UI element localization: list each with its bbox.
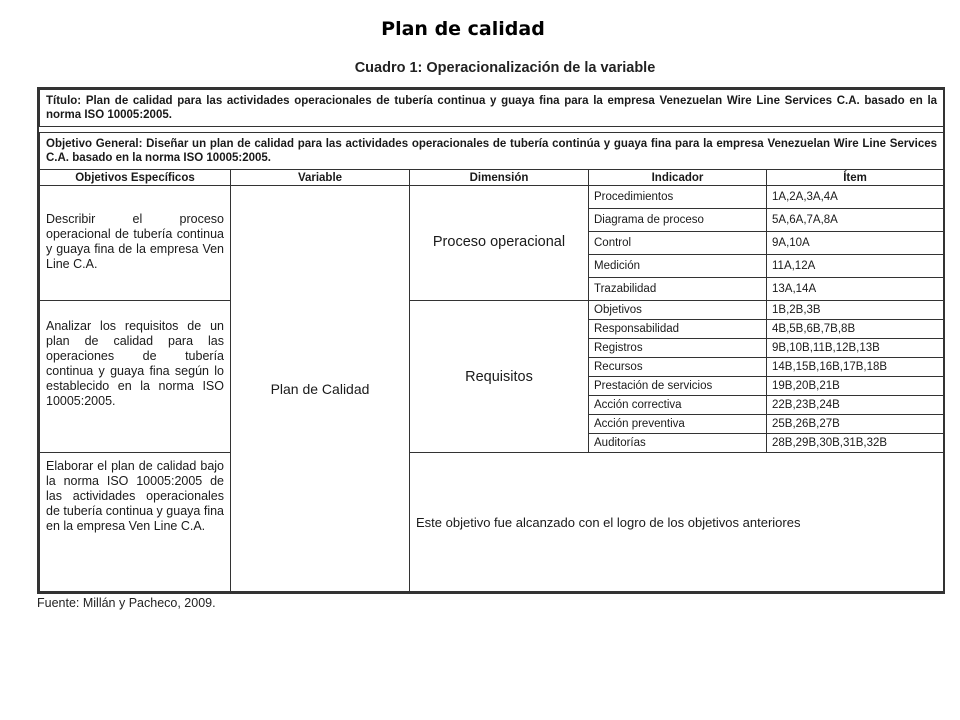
item-cell: 11A,12A (767, 255, 944, 278)
indicator-cell: Prestación de servicios (589, 377, 767, 396)
indicator-cell: Acción preventiva (589, 415, 767, 434)
item-cell: 9A,10A (767, 232, 944, 255)
indicator-cell: Registros (589, 339, 767, 358)
indicator-cell: Responsabilidad (589, 320, 767, 339)
header-row (40, 170, 944, 186)
header-objectives: Objetivos Específicos (40, 170, 231, 186)
item-cell: 14B,15B,16B,17B,18B (767, 358, 944, 377)
indicator-cell: Control (589, 232, 767, 255)
dimension-proceso-operacional: Proceso operacional (410, 186, 589, 301)
header-variable: Variable (231, 170, 410, 186)
indicator-cell: Objetivos (589, 301, 767, 320)
indicator-cell: Trazabilidad (589, 278, 767, 301)
specific-objective-2: Analizar los requisitos de un plan de calidad para las operaciones de tubería continua y guaya fina según lo establecido en la norma ISO 10005:2005. (40, 301, 231, 453)
dimension-requisitos: Requisitos (410, 301, 589, 453)
indicator-cell: Medición (589, 255, 767, 278)
operationalization-table (37, 87, 945, 594)
item-cell: 1B,2B,3B (767, 301, 944, 320)
specific-objective-1: Describir el proceso operacional de tubería continua y guaya fina de la empresa Ven Line C.A. (40, 186, 231, 301)
variable-cell: Plan de Calidad (231, 186, 410, 592)
indicator-cell: Recursos (589, 358, 767, 377)
document-image (37, 55, 945, 610)
item-cell: 13A,14A (767, 278, 944, 301)
header-item: Ítem (767, 170, 944, 186)
item-cell: 1A,2A,3A,4A (767, 186, 944, 209)
table-caption: Cuadro 1: Operacionalización de la variable (354, 60, 656, 76)
slide-title: Plan de calidad (381, 18, 545, 40)
item-cell: 25B,26B,27B (767, 415, 944, 434)
indicator-cell: Procedimientos (589, 186, 767, 209)
table-row (40, 301, 944, 320)
specific-objective-3: Elaborar el plan de calidad bajo la norma ISO 10005:2005 de las actividades operacionales de tubería continua y guaya fina en la empresa Ven Line C.A. (40, 453, 231, 592)
table-row (40, 453, 944, 592)
indicator-cell: Diagrama de proceso (589, 209, 767, 232)
item-cell: 9B,10B,11B,12B,13B (767, 339, 944, 358)
item-cell: 4B,5B,6B,7B,8B (767, 320, 944, 339)
item-cell: 5A,6A,7A,8A (767, 209, 944, 232)
table-row (40, 186, 944, 209)
title-row: Título: Plan de calidad para las actividades operacionales de tubería continua y guaya fina para la empresa Venezuelan Wire Line Services C.A. basado en la norma ISO 10005:2005. (40, 90, 944, 127)
header-dimension: Dimensión (410, 170, 589, 186)
item-cell: 22B,23B,24B (767, 396, 944, 415)
item-cell: 19B,20B,21B (767, 377, 944, 396)
item-cell: 28B,29B,30B,31B,32B (767, 434, 944, 453)
header-indicator: Indicador (589, 170, 767, 186)
source-note: Fuente: Millán y Pacheco, 2009. (37, 596, 216, 610)
general-objective-row: Objetivo General: Diseñar un plan de calidad para las actividades operacionales de tubería continúa y guaya fina para la empresa Venezuelan Wire Line Services C.A. basado en la norma ISO 10005:2005. (40, 133, 944, 170)
indicator-cell: Auditorías (589, 434, 767, 453)
achieved-note: Este objetivo fue alcanzado con el logro de los objetivos anteriores (410, 453, 944, 592)
indicator-cell: Acción correctiva (589, 396, 767, 415)
